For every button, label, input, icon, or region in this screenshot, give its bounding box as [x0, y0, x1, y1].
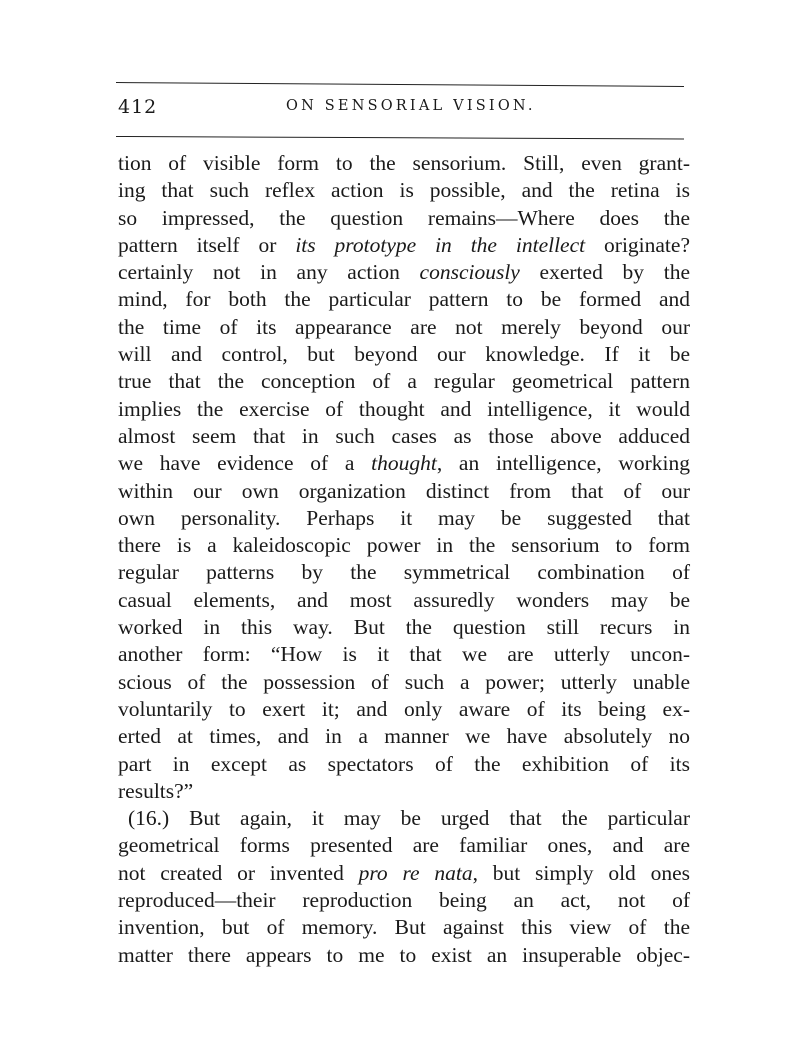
text-run: , but simply old ones: [472, 860, 690, 885]
text-line: [118, 669, 690, 696]
text-run: will and control, but beyond our knowledge. If it be: [118, 342, 690, 367]
text-run: worked in this way. But the question still recurs in: [118, 615, 690, 640]
text-line: [118, 532, 690, 559]
italic-text: its prototype in the intellect: [295, 232, 586, 257]
text-run: erted at times, and in a manner we have absolutely no: [118, 724, 690, 749]
text-line: [118, 259, 690, 286]
text-run: there is a kaleidoscopic power in the sensorium to form: [118, 533, 690, 558]
text-line: [118, 751, 690, 778]
text-run: originate?: [585, 232, 690, 257]
text-run: the time of its appearance are not merely beyond our: [118, 314, 690, 339]
page-number: 412: [118, 96, 158, 118]
text-run: exerted by the: [519, 260, 690, 285]
text-line: [118, 450, 690, 477]
italic-text: pro re nata: [358, 860, 473, 885]
text-line: [118, 860, 690, 887]
text-line: [118, 205, 690, 232]
text-line: [118, 641, 690, 668]
text-run: certainly not in any action: [118, 260, 420, 285]
text-line: [118, 832, 690, 859]
text-line: [118, 177, 690, 204]
text-line: [118, 696, 690, 723]
text-line: [118, 587, 690, 614]
running-title: ON SENSORIAL VISION.: [286, 98, 536, 114]
italic-text: consciously: [419, 260, 520, 285]
text-line: [118, 723, 690, 750]
header-top-rule: [116, 82, 684, 87]
text-run: geometrical forms presented are familiar ones, and are: [118, 833, 690, 858]
text-run: so impressed, the question remains—Where does the: [118, 205, 690, 230]
text-run: , an intelligence, working: [436, 451, 690, 476]
text-run: (16.) But again, it may be urged that the particular: [128, 806, 690, 831]
text-line: [118, 314, 690, 341]
text-line: [118, 368, 690, 395]
text-line: [118, 914, 690, 941]
text-run: reproduced—their reproduction being an act, not of: [118, 888, 690, 913]
text-run: matter there appears to me to exist an insuperable objec-: [118, 942, 690, 967]
text-line: [118, 778, 690, 805]
text-run: casual elements, and most assuredly wonders may be: [118, 587, 690, 612]
text-line: [118, 805, 690, 832]
text-run: pattern itself or: [118, 232, 296, 257]
text-line: [118, 423, 690, 450]
body-text: [118, 150, 690, 969]
text-line: [118, 478, 690, 505]
text-line: [118, 505, 690, 532]
header-bottom-rule: [116, 136, 684, 139]
text-run: we have evidence of a: [118, 451, 372, 476]
text-run: regular patterns by the symmetrical combination of: [118, 560, 690, 585]
text-line: [118, 614, 690, 641]
text-run: within our own organization distinct from that of our: [118, 478, 690, 503]
text-line: [118, 286, 690, 313]
text-line: [118, 887, 690, 914]
italic-text: thought: [371, 451, 437, 476]
text-line: [118, 150, 690, 177]
text-run: ing that such reflex action is possible, and the retina is: [118, 178, 690, 203]
text-run: tion of visible form to the sensorium. Still, even grant-: [118, 151, 690, 175]
text-run: scious of the possession of such a power; utterly unable: [118, 669, 690, 694]
text-line: [118, 396, 690, 423]
text-run: almost seem that in such cases as those above adduced: [118, 423, 690, 448]
text-run: voluntarily to exert it; and only aware of its being ex-: [118, 696, 690, 721]
text-run: results?”: [118, 778, 194, 803]
text-line: [118, 341, 690, 368]
text-line: [118, 232, 690, 259]
text-run: mind, for both the particular pattern to be formed and: [118, 287, 690, 312]
text-run: not created or invented: [118, 860, 359, 885]
text-run: invention, but of memory. But against this view of the: [118, 915, 690, 940]
text-run: implies the exercise of thought and intelligence, it would: [118, 396, 690, 421]
running-head: [118, 96, 684, 124]
text-run: another form: “How is it that we are utterly uncon-: [118, 642, 690, 667]
text-run: part in except as spectators of the exhibition of its: [118, 751, 690, 776]
text-run: true that the conception of a regular geometrical pattern: [118, 369, 690, 394]
text-line: [118, 942, 690, 969]
text-run: own personality. Perhaps it may be suggested that: [118, 505, 690, 530]
text-line: [118, 559, 690, 586]
